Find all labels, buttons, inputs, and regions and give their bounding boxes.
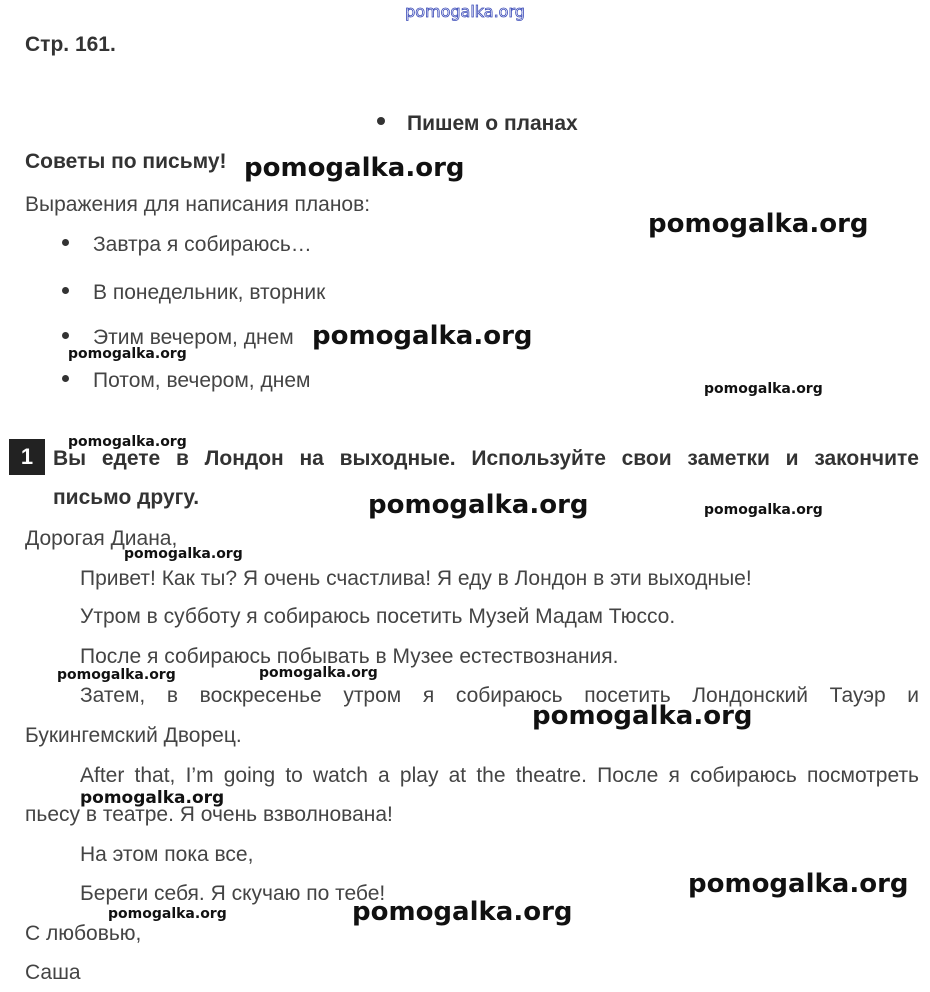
watermark: pomogalka.org [688,869,909,899]
watermark: pomogalka.org [312,321,533,351]
letter-line: Затем, в воскресенье утром я собираюсь посетить Лондонский Тауэр и [80,684,919,707]
letter-closing: С любовью, [25,922,142,945]
watermark: pomogalka.org [532,701,753,731]
tips-title: Советы по письму! [25,150,227,173]
tips-intro: Выражения для написания планов: [25,193,371,216]
watermark: pomogalka.org [68,346,187,362]
watermark: pomogalka.org [80,788,225,808]
top-watermark: pomogalka.org [405,2,525,21]
section-title [377,112,578,136]
watermark: pomogalka.org [648,209,869,239]
letter-line: Привет! Как ты? Я очень счастлива! Я еду в Лондон в эти выходные! [80,567,752,590]
bullet-icon [377,117,385,125]
watermark: pomogalka.org [704,381,823,397]
tips-item-text: В понедельник, вторник [93,281,326,304]
watermark: pomogalka.org [108,906,227,922]
letter-line: Букингемский Дворец. [25,724,242,747]
tips-item-text: Этим вечером, днем [93,326,294,349]
watermark: pomogalka.org [704,502,823,518]
watermark: pomogalka.org [352,897,573,927]
watermark: pomogalka.org [244,153,465,183]
letter-line: На этом пока все, [80,843,254,866]
bullet-icon [62,287,69,294]
task-instruction-line1: Вы едете в Лондон на выходные. Используйте свои заметки и закончите [53,447,919,470]
watermark: pomogalka.org [259,665,378,681]
bullet-icon [62,332,69,339]
watermark: pomogalka.org [68,434,187,450]
task-number-badge: 1 [9,439,45,475]
watermark: pomogalka.org [124,546,243,562]
letter-line: After that, I’m going to watch a play at the theatre. После я собираюсь посмотреть [80,764,919,787]
task-instruction-line2: письмо другу. [53,486,200,509]
tips-item-text: Потом, вечером, днем [93,369,311,392]
tips-item [62,281,325,305]
tips-item-text: Завтра я собираюсь… [93,233,312,256]
letter-line: Береги себя. Я скучаю по тебе! [80,882,386,905]
section-title-text: Пишем о планах [407,112,578,135]
letter-line: Утром в субботу я собираюсь посетить Музей Мадам Тюссо. [80,605,676,628]
tips-item [62,369,310,393]
letter-signature: Саша [25,961,81,984]
tips-item [62,233,312,257]
letter-line: После я собираюсь побывать в Музее естествознания. [80,645,619,668]
bullet-icon [62,375,69,382]
watermark: pomogalka.org [57,667,176,683]
letter-line: пьесу в театре. Я очень взволнована! [25,803,393,826]
letter-greeting: Дорогая Диана, [25,527,178,550]
bullet-icon [62,239,69,246]
watermark: pomogalka.org [368,490,589,520]
page-number: Стр. 161. [25,33,116,56]
